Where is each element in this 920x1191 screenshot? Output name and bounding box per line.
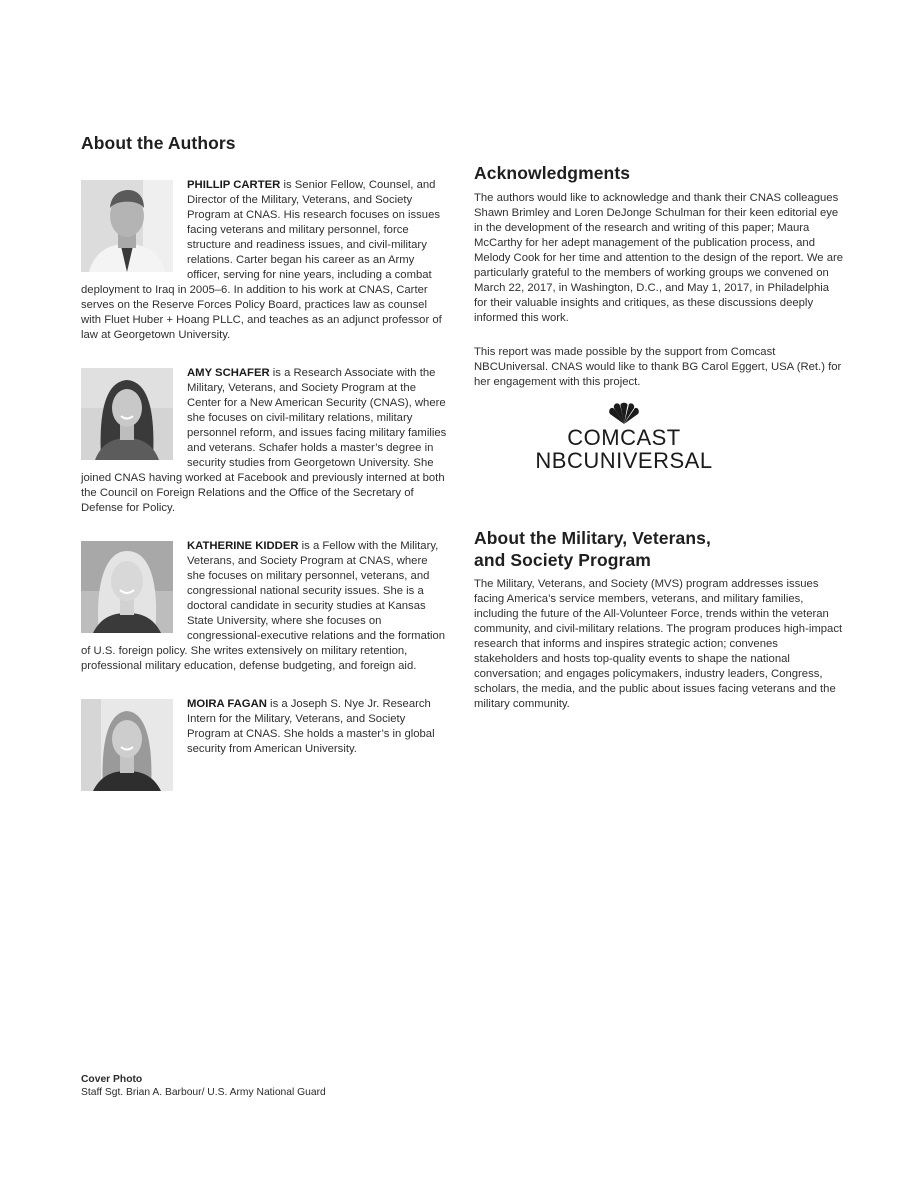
author-bio-text-carter: is Senior Fellow, Counsel, and Director of the Military, Veterans, and Society Program at CNAS. His research focuses on issues facing veterans and military personnel, force structure and readiness issues, and civil-military relations. Carter began his career as an Army officer, serving for nine years, including a combat deployment to Iraq in 2005–6. In addition to his work at CNAS, Carter serves on the Reserve Forces Policy Board, practices law as counsel with Fluet Huber + Hoang PLLC, and teaches as an adjunct professor of law at Georgetown University. bbox=[81, 179, 442, 341]
author-photo-fagan bbox=[81, 699, 173, 791]
author-bio-fagan bbox=[81, 697, 447, 793]
acknowledgments-heading: Acknowledgments bbox=[474, 163, 631, 183]
cover-photo-title: Cover Photo bbox=[81, 1074, 143, 1085]
author-name-schafer: AMY SCHAFER bbox=[187, 367, 270, 379]
logo-text-nbcuniversal: NBCUNIVERSAL bbox=[535, 448, 713, 473]
author-photo-kidder bbox=[81, 541, 173, 633]
author-bio-carter bbox=[81, 178, 447, 343]
right-column bbox=[474, 162, 844, 712]
about-authors-section bbox=[81, 132, 447, 816]
cover-photo-credit bbox=[81, 1073, 326, 1099]
comcast-nbcuniversal-logo bbox=[474, 402, 774, 472]
author-bio-kidder bbox=[81, 539, 447, 674]
author-photo-carter bbox=[81, 180, 173, 272]
acknowledgments-paragraph: The authors would like to acknowledge and thank their CNAS colleagues Shawn Brimley and Loren DeJonge Schulman for their keen editorial eye in the development of the research and writing of this paper; Maura McCarthy for her adept management of the publication process, and Melody Cook for her time and attention to the design of the report. We are particularly grateful to the members of working groups we convened on March 22, 2017, in Washington, D.C., and May 1, 2017, in Philadelphia for their valuable insights and critiques, as these discussions deeply informed this work. bbox=[474, 192, 844, 324]
author-bio-text-fagan: is a Joseph S. Nye Jr. Research Intern for the Military, Veterans, and Society Program at CNAS. She holds a master’s in global security from American University. bbox=[187, 698, 435, 755]
author-bio-text-kidder: is a Fellow with the Military, Veterans, and Society Program at CNAS, where she focuses on military personnel, veterans, and congressional national security issues. She is a doctoral candidate in security studies at Kansas State University, where she focuses on congressional-executive relations and the formation of U.S. foreign policy. She writes extensively on military retention, professional military education, defense budgeting, and foreign aid. bbox=[81, 540, 446, 672]
acknowledgments-paragraph: This report was made possible by the support from Comcast NBCUniversal. CNAS would like to thank BG Carol Eggert, USA (Ret.) for her engagement with this project. bbox=[474, 346, 842, 388]
acknowledgments-text bbox=[474, 191, 844, 390]
author-photo-schafer bbox=[81, 368, 173, 460]
logo-text-comcast: COMCAST bbox=[567, 425, 681, 450]
cover-photo-credit-text: Staff Sgt. Brian A. Barbour/ U.S. Army National Guard bbox=[81, 1087, 326, 1098]
mvs-program-heading bbox=[474, 527, 844, 571]
mvs-heading-line: and Society Program bbox=[474, 550, 651, 570]
author-name-carter: PHILLIP CARTER bbox=[187, 179, 281, 191]
about-authors-heading: About the Authors bbox=[81, 133, 236, 153]
author-bio-text-schafer: is a Research Associate with the Military, Veterans, and Society Program at the Center for a New American Security (CNAS), where she focuses on civil-military relations, military personnel reform, and issues facing military families and veterans. Schafer holds a master’s degree in security studies from Georgetown University. She joined CNAS having worked at Facebook and previously interned at both the Council on Foreign Relations and the Office of the Secretary of Defense for Policy. bbox=[81, 367, 447, 514]
author-name-fagan: MOIRA FAGAN bbox=[187, 698, 267, 710]
mvs-heading-line: About the Military, Veterans, bbox=[474, 528, 711, 548]
mvs-program-description: The Military, Veterans, and Society (MVS) program addresses issues facing America’s service members, veterans, and military families, including the future of the All-Volunteer Force, trends within the veteran community, and civil-military relations. The program produces high-impact research that informs and inspires strategic action; convenes stakeholders and hosts top-quality events to shape the national conversation; and engages policymakers, industry leaders, Congress, scholars, the media, and the public about issues facing veterans and the military community. bbox=[474, 578, 843, 710]
author-bio-schafer bbox=[81, 366, 447, 516]
peacock-icon bbox=[607, 402, 641, 426]
author-name-kidder: KATHERINE KIDDER bbox=[187, 540, 299, 552]
